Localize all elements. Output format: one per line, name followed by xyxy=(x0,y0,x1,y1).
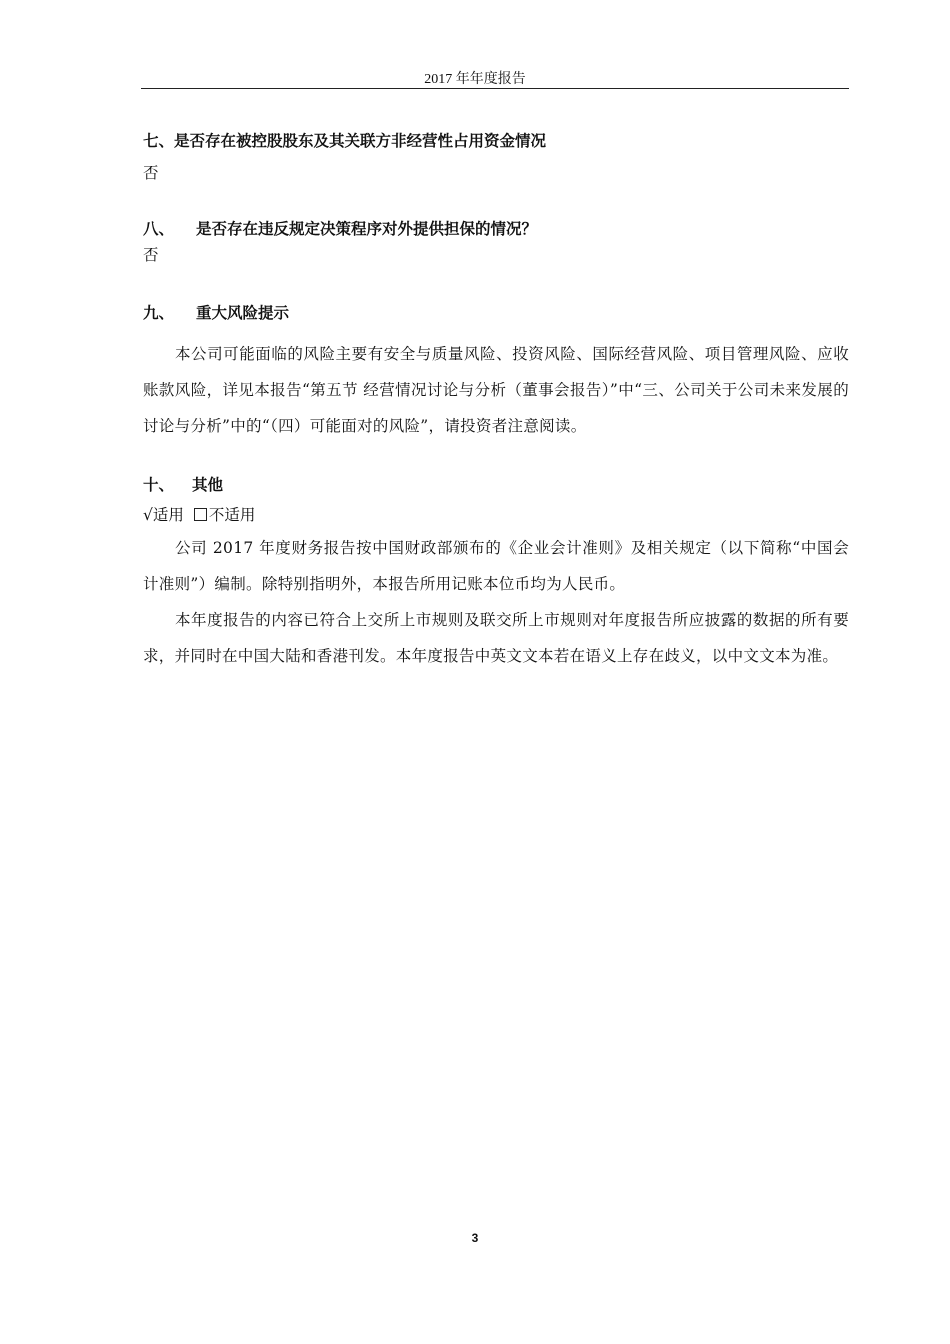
section-heading xyxy=(143,300,849,326)
section-heading xyxy=(143,472,849,498)
section-seven xyxy=(143,128,849,186)
accounting-paragraph: 公司 2017 年度财务报告按中国财政部颁布的《企业会计准则》及相关规定（以下简称“中国会计准则”）编制。除特别指明外，本报告所用记账本位币均为人民币。 xyxy=(143,539,849,593)
section-number: 七、 xyxy=(143,132,175,150)
applicability-row xyxy=(143,502,849,528)
empty-checkbox-icon xyxy=(194,508,207,521)
checkmark-icon: √ xyxy=(143,506,153,524)
section-ten xyxy=(143,472,849,674)
section-answer: 否 xyxy=(143,246,159,264)
section-answer: 否 xyxy=(143,164,159,182)
section-title: 是否存在违反规定决策程序对外提供担保的情况？ xyxy=(196,220,538,238)
applicable-label: 适用 xyxy=(152,506,184,524)
section-title: 重大风险提示 xyxy=(196,304,290,322)
header-divider xyxy=(141,88,849,89)
section-heading xyxy=(143,128,849,154)
header-title: 2017 年年度报告 xyxy=(424,72,526,87)
section-heading xyxy=(143,216,849,242)
section-number: 十、 xyxy=(143,476,175,494)
section-eight xyxy=(143,216,849,268)
section-title: 是否存在被控股股东及其关联方非经营性占用资金情况 xyxy=(174,132,547,150)
language-paragraph: 本年度报告的内容已符合上交所上市规则及联交所上市规则对年度报告所应披露的数据的所有要求，并同时在中国大陆和香港刊发。本年度报告中英文文本若在语义上存在歧义，以中文文本为准。 xyxy=(143,611,849,665)
risk-paragraph: 本公司可能面临的风险主要有安全与质量风险、投资风险、国际经营风险、项目管理风险、应收账款风险，详见本报告“第五节 经营情况讨论与分析（董事会报告）”中“三、公司关于公司未来发展的讨论与分析”中的“（四）可能面对的风险”，请投资者注意阅读。 xyxy=(143,345,849,435)
section-number: 九、 xyxy=(143,304,175,322)
document-body xyxy=(143,128,849,674)
section-number: 八、 xyxy=(143,220,175,238)
section-nine xyxy=(143,300,849,444)
not-applicable-label: 不适用 xyxy=(208,506,256,524)
section-title: 其他 xyxy=(192,476,224,494)
page-number: 3 xyxy=(471,1231,479,1245)
